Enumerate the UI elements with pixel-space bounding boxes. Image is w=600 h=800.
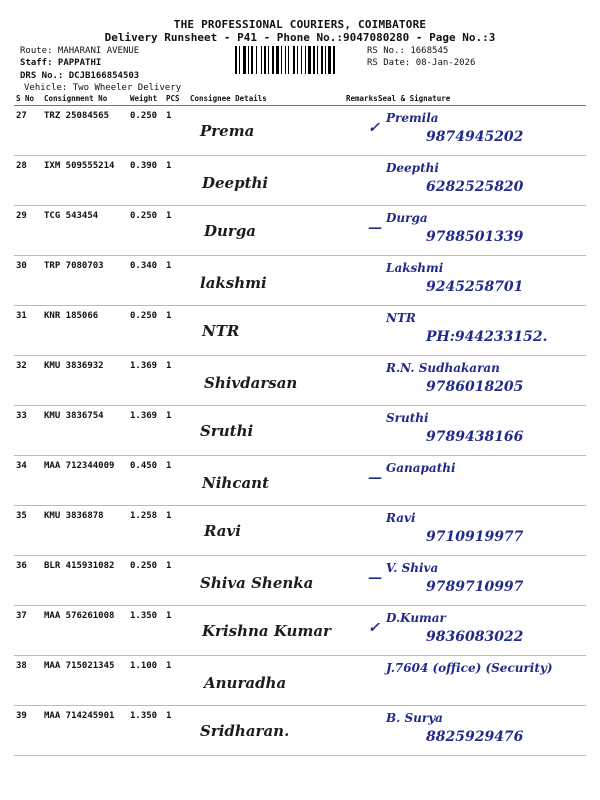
- table-row: [14, 206, 586, 256]
- row-weight: 1.100: [128, 656, 164, 706]
- signature-cell: [376, 206, 586, 256]
- row-pcs: 1: [164, 706, 188, 756]
- row-weight: 1.350: [128, 606, 164, 656]
- consignee-cell: [188, 456, 344, 506]
- row-pcs: 1: [164, 306, 188, 356]
- consignee-name: Durga: [204, 222, 257, 240]
- remarks-cell: [344, 456, 382, 506]
- row-weight: 0.390: [128, 156, 164, 206]
- phone-number: 9789438166: [426, 429, 524, 445]
- row-weight: 0.450: [128, 456, 164, 506]
- row-weight: 0.250: [128, 206, 164, 256]
- consignee-name: NTR: [202, 322, 240, 340]
- signature-cell: [376, 356, 586, 406]
- consignee-cell: [188, 656, 344, 706]
- table-row: [14, 256, 586, 306]
- row-sno: 36: [14, 556, 42, 606]
- phone-number: 9788501339: [426, 229, 524, 245]
- consignment-number: TRP 7080703: [42, 256, 128, 306]
- consignee-name: lakshmi: [200, 274, 267, 292]
- row-sno: 33: [14, 406, 42, 456]
- signature: B. Surya: [386, 711, 443, 725]
- row-pcs: 1: [164, 456, 188, 506]
- column-header-weight: Weight: [128, 92, 164, 106]
- row-pcs: 1: [164, 156, 188, 206]
- signature: Lakshmi: [386, 261, 444, 275]
- phone-number: 6282525820: [426, 179, 524, 195]
- row-sno: 31: [14, 306, 42, 356]
- consignment-number: MAA 576261008: [42, 606, 128, 656]
- row-weight: 1.369: [128, 406, 164, 456]
- consignee-cell: [188, 206, 344, 256]
- row-sno: 39: [14, 706, 42, 756]
- consignee-cell: [188, 556, 344, 606]
- table-row: [14, 606, 586, 656]
- signature: Ravi: [386, 511, 416, 525]
- consignment-number: KNR 185066: [42, 306, 128, 356]
- row-weight: 0.250: [128, 106, 164, 156]
- signature: V. Shiva: [386, 561, 439, 575]
- row-weight: 1.258: [128, 506, 164, 556]
- table-row: [14, 656, 586, 706]
- consignee-name: Sridharan.: [200, 722, 290, 740]
- route-field: Route: MAHARANI AVENUE: [20, 46, 140, 56]
- table-row: [14, 106, 586, 156]
- table-row: [14, 406, 586, 456]
- signature: Sruthi: [386, 411, 429, 425]
- row-sno: 38: [14, 656, 42, 706]
- row-pcs: 1: [164, 106, 188, 156]
- column-header-remarks: Remarks: [344, 92, 376, 106]
- row-sno: 34: [14, 456, 42, 506]
- remarks-cell: [344, 406, 376, 456]
- remarks-cell: [344, 656, 376, 706]
- signature: J.7604 (office) (Security): [386, 661, 553, 675]
- signature-cell: [376, 506, 586, 556]
- row-pcs: 1: [164, 606, 188, 656]
- consignee-name: Ravi: [204, 522, 241, 540]
- row-sno: 37: [14, 606, 42, 656]
- signature: D.Kumar: [386, 611, 446, 625]
- signature-cell: [376, 306, 586, 356]
- remarks-cell: [344, 556, 382, 606]
- consignee-name: Shiva Shenka: [200, 574, 314, 592]
- row-weight: 1.369: [128, 356, 164, 406]
- runsheet-table: [14, 92, 586, 756]
- consignment-number: TCG 543454: [42, 206, 128, 256]
- row-pcs: 1: [164, 406, 188, 456]
- remark-mark: —: [368, 570, 382, 586]
- remarks-cell: [344, 256, 376, 306]
- remark-mark: —: [368, 470, 382, 486]
- consignment-number: KMU 3836878: [42, 506, 128, 556]
- rs-date: RS Date: 08-Jan-2026: [367, 58, 476, 68]
- remarks-cell: [344, 106, 380, 156]
- signature: R.N. Sudhakaran: [386, 361, 500, 375]
- document-title: THE PROFESSIONAL COURIERS, COIMBATORE: [173, 18, 427, 31]
- drs-number: DRS No.: DCJB166854503: [20, 71, 140, 81]
- row-sno: 28: [14, 156, 42, 206]
- signature-cell: [376, 656, 586, 706]
- phone-number: 8825929476: [426, 729, 524, 745]
- table-row: [14, 556, 586, 606]
- consignee-name: Krishna Kumar: [202, 622, 331, 640]
- table-row: [14, 456, 586, 506]
- column-header-sno: S No: [14, 92, 42, 106]
- consignee-cell: [188, 106, 344, 156]
- phone-number: 9836083022: [426, 629, 524, 645]
- consignee-name: Anuradha: [204, 674, 287, 692]
- row-pcs: 1: [164, 506, 188, 556]
- row-pcs: 1: [164, 656, 188, 706]
- table-row: [14, 306, 586, 356]
- phone-number: 9245258701: [426, 279, 524, 295]
- column-header-consignment: Consignment No: [42, 92, 128, 106]
- remarks-cell: [344, 506, 376, 556]
- vehicle-field: Vehicle: Two Wheeler Delivery: [24, 83, 182, 93]
- consignee-cell: [188, 606, 344, 656]
- signature-cell: [376, 556, 586, 606]
- phone-number: 9789710997: [426, 579, 524, 595]
- signature-cell: [376, 406, 586, 456]
- column-header-consignee: Consignee Details: [188, 92, 344, 106]
- consignee-name: Nihcant: [202, 474, 270, 492]
- row-sno: 29: [14, 206, 42, 256]
- signature: NTR: [386, 311, 416, 325]
- table-header-row: [14, 92, 586, 106]
- signature-cell: [376, 606, 586, 656]
- row-weight: 1.350: [128, 706, 164, 756]
- row-pcs: 1: [164, 356, 188, 406]
- remarks-cell: [344, 606, 380, 656]
- row-pcs: 1: [164, 256, 188, 306]
- barcode: [234, 46, 362, 74]
- consignee-name: Deepthi: [202, 174, 269, 192]
- consignee-cell: [188, 256, 344, 306]
- column-header-pcs: PCS: [164, 92, 188, 106]
- rs-number: RS No.: 1668545: [367, 46, 449, 56]
- phone-number: 9710919977: [426, 529, 524, 545]
- remark-mark: —: [368, 220, 382, 236]
- signature-cell: [376, 156, 586, 206]
- phone-number: 9874945202: [426, 129, 524, 145]
- consignee-cell: [188, 306, 344, 356]
- consignment-number: IXM 509555214: [42, 156, 128, 206]
- remarks-cell: [344, 206, 382, 256]
- phone-number: PH:944233152.: [426, 329, 548, 345]
- column-header-seal: Seal & Signature: [376, 92, 586, 106]
- remarks-cell: [344, 356, 376, 406]
- consignee-name: Sruthi: [200, 422, 254, 440]
- consignee-cell: [188, 156, 344, 206]
- signature-cell: [376, 106, 586, 156]
- signature: Deepthi: [386, 161, 439, 175]
- remark-mark: ✓: [368, 620, 380, 636]
- consignee-cell: [188, 356, 344, 406]
- row-pcs: 1: [164, 206, 188, 256]
- consignee-cell: [188, 506, 344, 556]
- consignee-name: Prema: [200, 122, 255, 140]
- phone-number: 9786018205: [426, 379, 524, 395]
- consignment-number: MAA 712344009: [42, 456, 128, 506]
- row-sno: 27: [14, 106, 42, 156]
- consignee-cell: [188, 706, 344, 756]
- consignment-number: MAA 715021345: [42, 656, 128, 706]
- signature: Durga: [386, 211, 428, 225]
- signature: Ganapathi: [386, 461, 456, 475]
- row-weight: 0.250: [128, 556, 164, 606]
- consignment-number: BLR 415931082: [42, 556, 128, 606]
- signature: Premila: [386, 111, 439, 125]
- table-row: [14, 506, 586, 556]
- row-weight: 0.250: [128, 306, 164, 356]
- row-pcs: 1: [164, 556, 188, 606]
- signature-cell: [376, 456, 586, 506]
- consignment-number: KMU 3836932: [42, 356, 128, 406]
- row-sno: 35: [14, 506, 42, 556]
- staff-field: Staff: PAPPATHI: [20, 58, 102, 68]
- signature-cell: [376, 706, 586, 756]
- remarks-cell: [344, 306, 376, 356]
- consignment-number: KMU 3836754: [42, 406, 128, 456]
- remarks-cell: [344, 156, 376, 206]
- remark-mark: ✓: [368, 120, 380, 136]
- consignment-number: TRZ 25084565: [42, 106, 128, 156]
- table-row: [14, 156, 586, 206]
- remarks-cell: [344, 706, 376, 756]
- document-subtitle: Delivery Runsheet - P41 - Phone No.:9047080280 - Page No.:3: [104, 31, 496, 44]
- table-row: [14, 706, 586, 756]
- row-weight: 0.340: [128, 256, 164, 306]
- table-row: [14, 356, 586, 406]
- row-sno: 32: [14, 356, 42, 406]
- consignee-cell: [188, 406, 344, 456]
- row-sno: 30: [14, 256, 42, 306]
- consignee-name: Shivdarsan: [204, 374, 298, 392]
- signature-cell: [376, 256, 586, 306]
- consignment-number: MAA 714245901: [42, 706, 128, 756]
